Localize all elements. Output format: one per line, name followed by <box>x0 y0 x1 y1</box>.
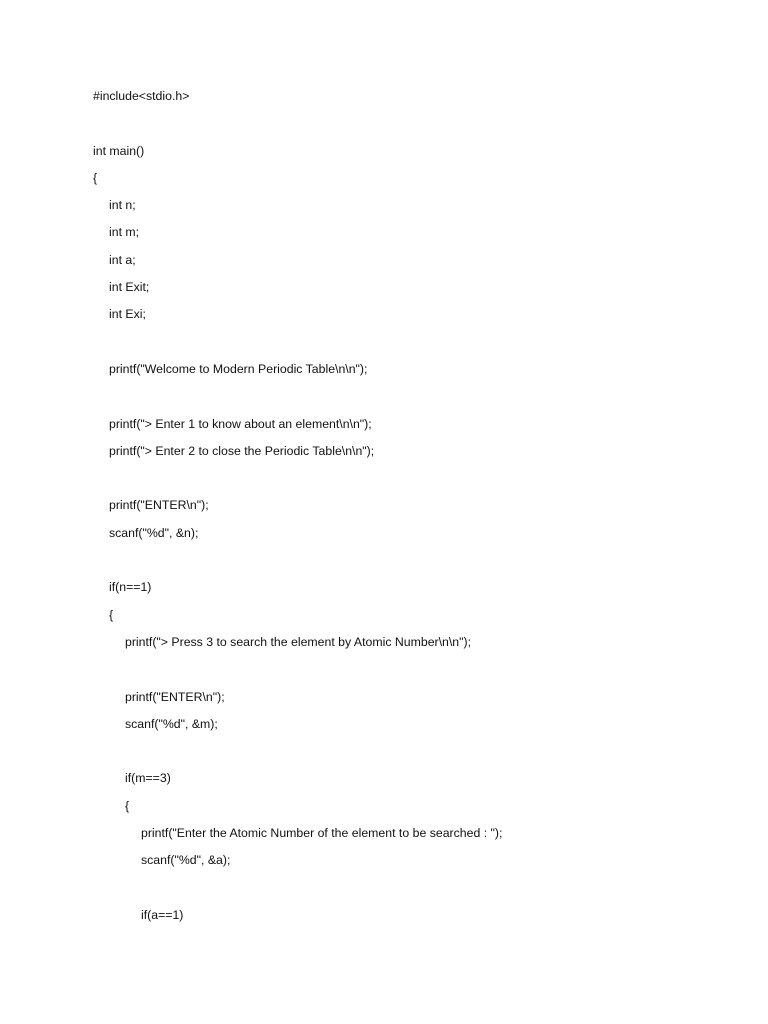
code-line: int a; <box>109 252 136 267</box>
code-line: int m; <box>109 225 140 240</box>
code-line: if(a==1) <box>141 907 184 922</box>
code-line: scanf("%d", &a); <box>141 853 231 868</box>
code-line: printf("Welcome to Modern Periodic Table\n\n"); <box>109 361 368 376</box>
code-block <box>93 86 502 932</box>
code-line <box>93 113 502 140</box>
code-line: int Exi; <box>109 307 146 322</box>
code-line: scanf("%d", &m); <box>125 716 218 731</box>
code-line: { <box>93 170 98 185</box>
code-line <box>93 878 502 905</box>
code-line: printf("ENTER\n"); <box>109 498 209 513</box>
code-line: if(m==3) <box>125 771 171 786</box>
code-line: printf("> Enter 1 to know about an element\n\n"); <box>109 416 372 431</box>
code-line: { <box>109 607 114 622</box>
code-line: printf("> Enter 2 to close the Periodic Table\n\n"); <box>109 443 375 458</box>
code-line: scanf("%d", &n); <box>109 525 199 540</box>
code-line: #include<stdio.h> <box>93 89 190 103</box>
code-line <box>93 741 502 768</box>
code-line: printf("ENTER\n"); <box>125 689 225 704</box>
code-line <box>93 468 502 495</box>
code-line <box>93 550 502 577</box>
code-line: { <box>125 798 130 813</box>
code-line <box>93 386 502 413</box>
code-line: if(n==1) <box>109 580 152 595</box>
code-line: printf("> Press 3 to search the element by Atomic Number\n\n"); <box>125 634 472 649</box>
code-line: int Exit; <box>109 280 150 295</box>
code-line: int n; <box>109 198 136 213</box>
code-line <box>93 332 502 359</box>
code-line: printf("Enter the Atomic Number of the element to be searched : "); <box>141 826 503 841</box>
code-line <box>93 659 502 686</box>
code-line: int main() <box>93 143 145 158</box>
